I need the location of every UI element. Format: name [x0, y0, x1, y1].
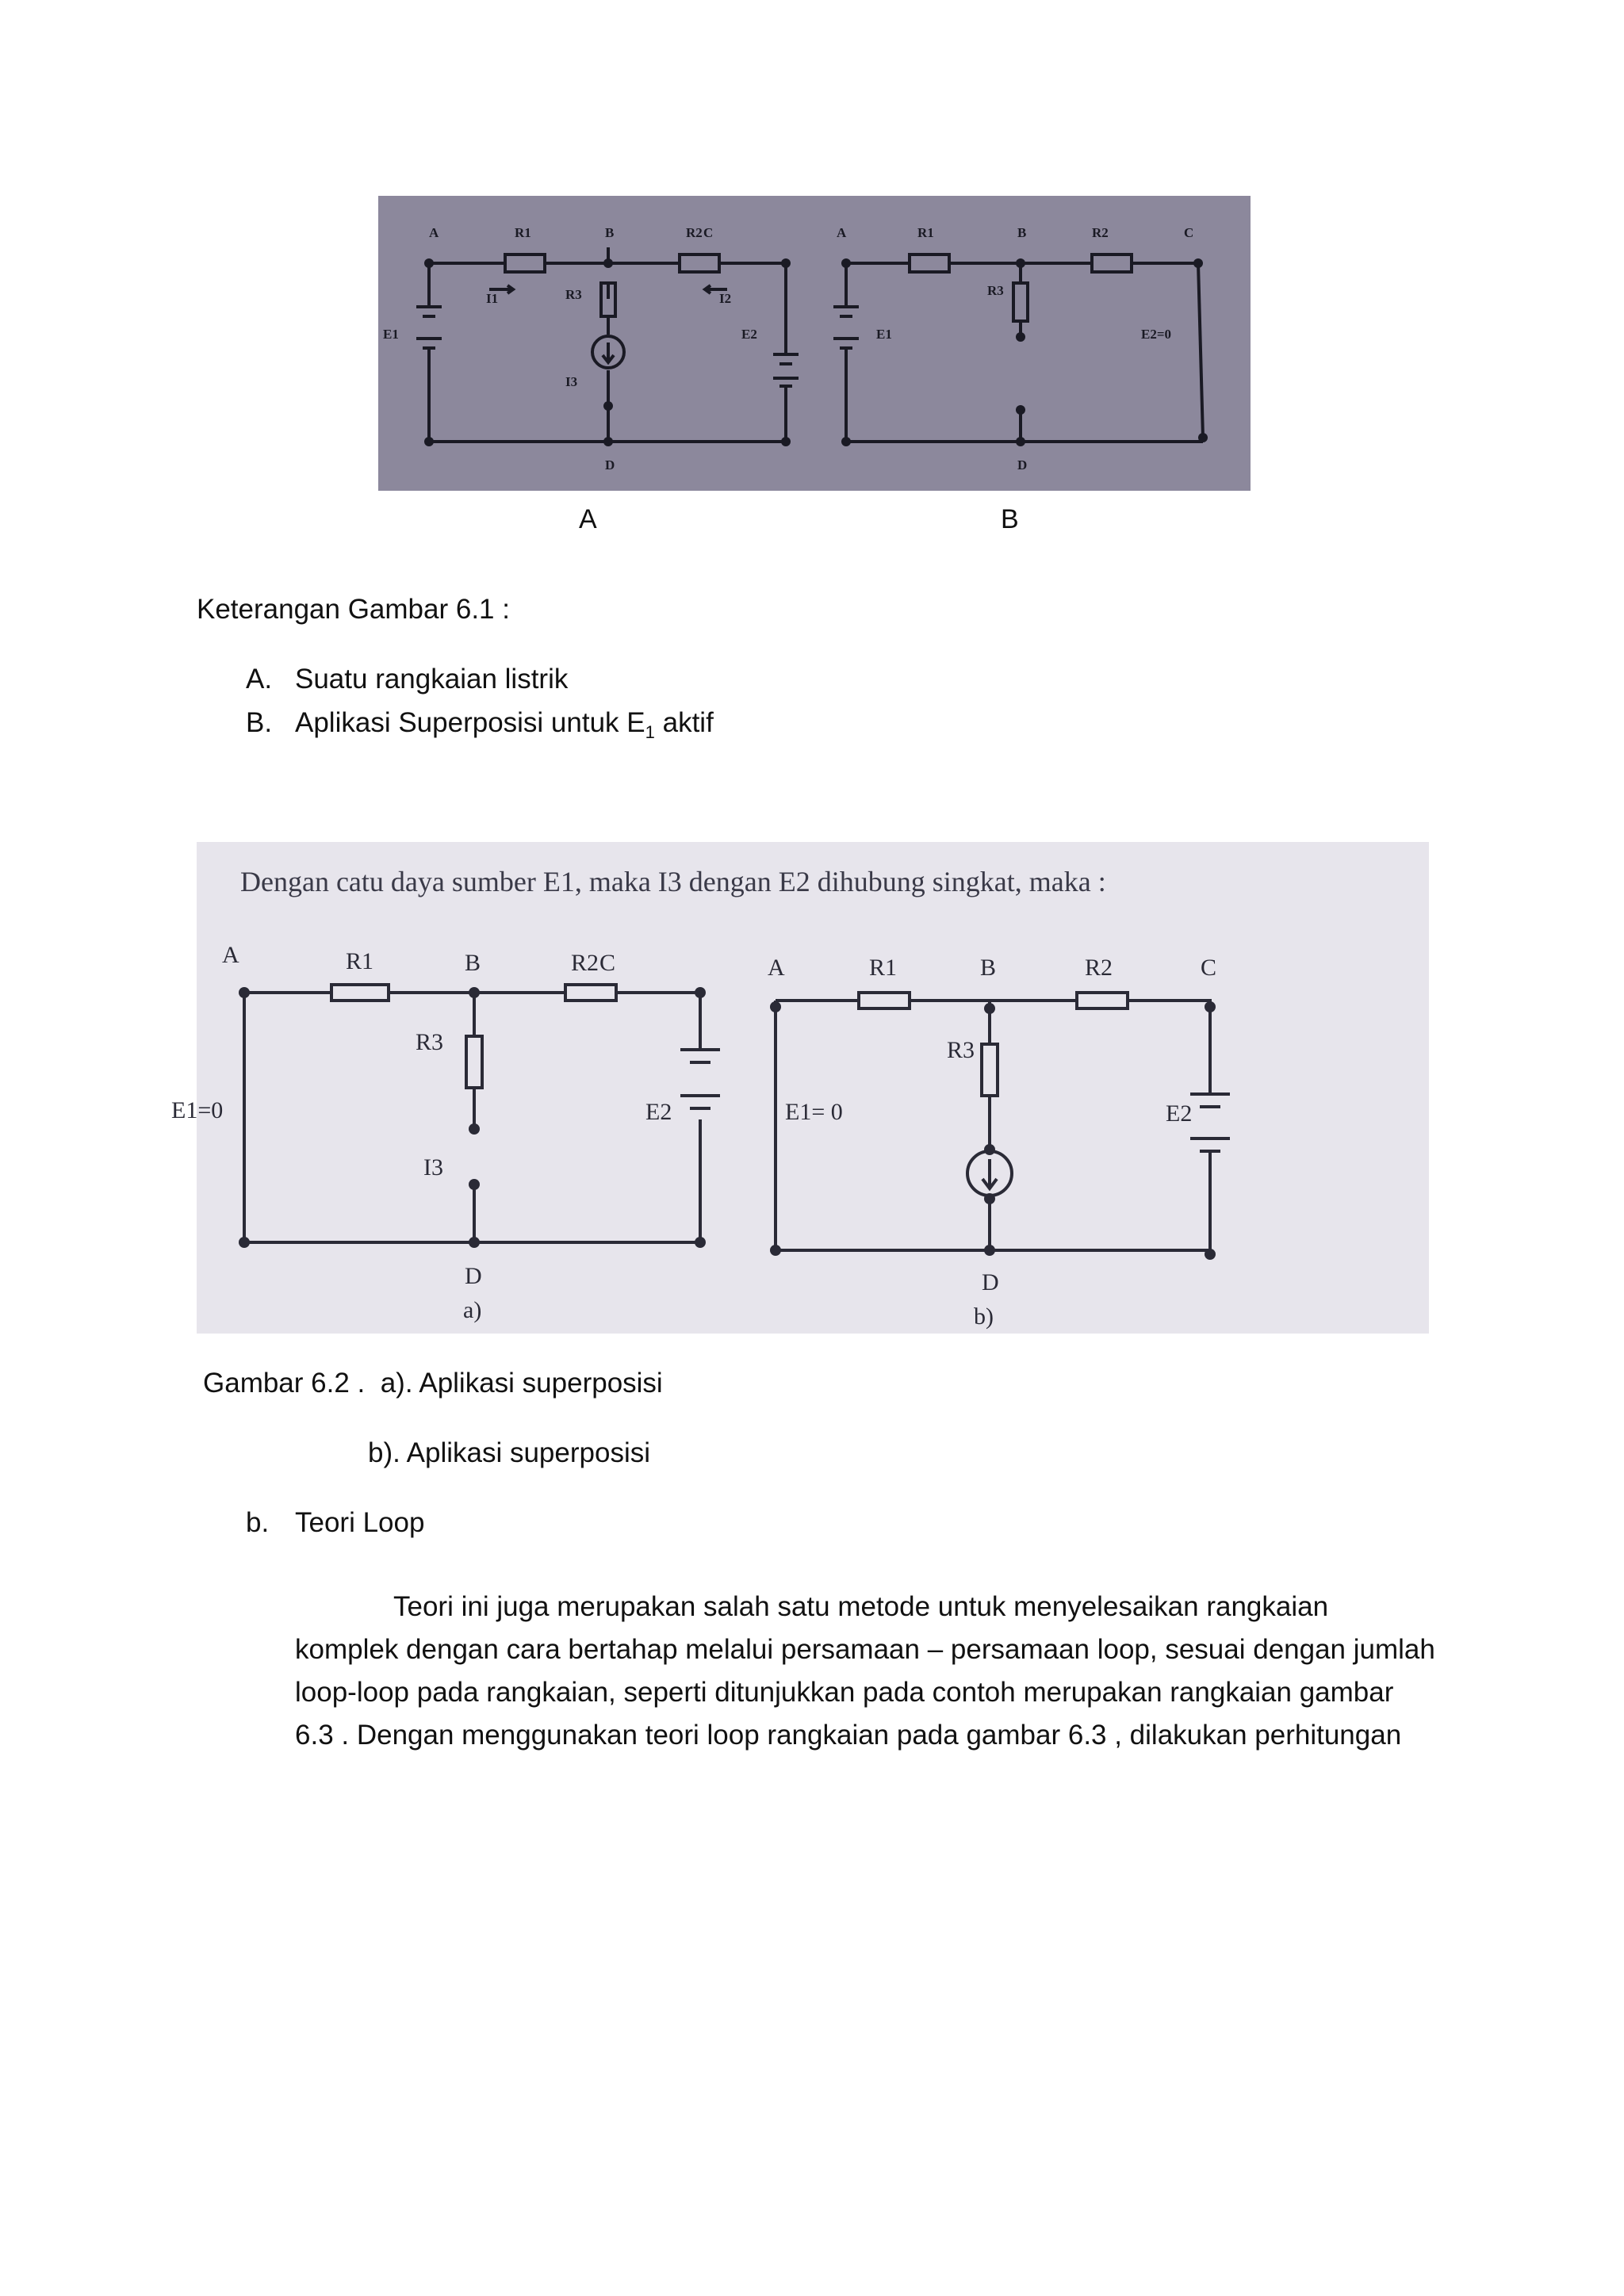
f2a-node-b: B — [465, 950, 481, 976]
f2a-r1: R1 — [346, 948, 374, 974]
f1a-node-d: D — [605, 457, 615, 473]
f1a-r2: R2 — [686, 225, 703, 240]
f2b-e2: E2 — [1166, 1100, 1193, 1127]
f1b-r2: R2 — [1092, 225, 1109, 240]
list-item-text: Suatu rangkaian listrik — [295, 664, 569, 695]
f2a-i3: I3 — [423, 1154, 443, 1181]
f1b-node-b: B — [1017, 225, 1027, 240]
list-marker: A. — [246, 664, 273, 695]
gambar-6-2-caption-line1: Gambar 6.2 . a). Aplikasi superposisi — [203, 1368, 663, 1399]
f2b-caption: b) — [974, 1303, 994, 1330]
f2a-e1: E1=0 — [171, 1097, 224, 1123]
teori-loop-paragraph — [295, 1586, 1437, 1757]
figure-6-2-heading: Dengan catu daya sumber E1, maka I3 dengan E2 dihubung singkat, maka : — [240, 866, 1106, 897]
f1a-e1: E1 — [383, 327, 399, 342]
f1b-r3: R3 — [987, 283, 1004, 298]
f2b-node-d: D — [982, 1269, 999, 1295]
f2b-r1: R1 — [869, 955, 898, 981]
paragraph-line: Teori ini juga merupakan salah satu metode untuk menyelesaikan rangkaian — [393, 1591, 1329, 1622]
f1a-node-b: B — [605, 225, 615, 240]
f1b-node-a: A — [837, 225, 847, 240]
f2b-node-a: A — [768, 955, 785, 981]
keterangan-item-a — [246, 658, 568, 701]
section-marker: b. — [246, 1507, 270, 1538]
f1b-node-c: C — [1184, 225, 1194, 240]
f1b-r1: R1 — [917, 225, 934, 240]
paragraph-line: 6.3 . Dengan menggunakan teori loop rangkaian pada gambar 6.3 , dilakukan perhitungan — [295, 1720, 1402, 1751]
f1a-node-a: A — [429, 225, 439, 240]
figure-6-1-caption-b: B — [1001, 504, 1019, 534]
keterangan-title: Keterangan Gambar 6.1 : — [197, 594, 510, 625]
f1a-r3: R3 — [565, 287, 582, 302]
list-item-text: Aplikasi Superposisi untuk E — [295, 707, 645, 738]
figure-6-2-photo — [171, 842, 1429, 1334]
f1a-r1: R1 — [515, 225, 531, 240]
section-b-heading — [246, 1502, 424, 1544]
paragraph-line: komplek dengan cara bertahap melalui persamaan – persamaan loop, sesuai dengan jumlah — [295, 1634, 1435, 1665]
section-title: Teori Loop — [295, 1507, 425, 1538]
f1b-node-d: D — [1017, 457, 1028, 473]
gambar-6-2-caption-line2: b). Aplikasi superposisi — [368, 1437, 650, 1468]
figure-6-1-caption-a: A — [579, 504, 597, 534]
circuit-diagram-6-1 — [378, 196, 1251, 491]
f1b-e2: E2=0 — [1141, 327, 1172, 342]
f2b-node-b: B — [980, 955, 997, 981]
circuit-diagram-6-2 — [171, 842, 1429, 1334]
subscript: 1 — [645, 722, 655, 742]
f2a-node-a: A — [222, 942, 239, 968]
f2b-node-c: C — [1201, 955, 1217, 981]
f2b-e1: E1= 0 — [785, 1099, 843, 1125]
f2a-node-c: C — [599, 950, 616, 976]
f2a-node-d: D — [465, 1263, 482, 1289]
f2b-r2: R2 — [1085, 955, 1113, 981]
f2a-caption: a) — [463, 1297, 482, 1323]
f1b-e1: E1 — [876, 327, 892, 342]
f1a-e2: E2 — [741, 327, 757, 342]
f1a-i1: I1 — [486, 291, 499, 306]
list-item-text-tail: aktif — [654, 707, 714, 738]
list-marker: B. — [246, 707, 273, 738]
f1a-i3: I3 — [565, 374, 578, 389]
f2a-r2: R2 — [571, 950, 599, 976]
f2b-r3: R3 — [947, 1037, 975, 1063]
f2a-r3: R3 — [416, 1029, 444, 1055]
figure-6-1-photo — [378, 196, 1251, 491]
keterangan-item-b — [246, 702, 714, 754]
paragraph-line: loop-loop pada rangkaian, seperti ditunjukkan pada contoh merupakan rangkaian gambar — [295, 1677, 1394, 1708]
f2a-e2: E2 — [645, 1099, 672, 1125]
f1a-node-c: C — [703, 225, 714, 240]
f1a-i2: I2 — [719, 291, 732, 306]
